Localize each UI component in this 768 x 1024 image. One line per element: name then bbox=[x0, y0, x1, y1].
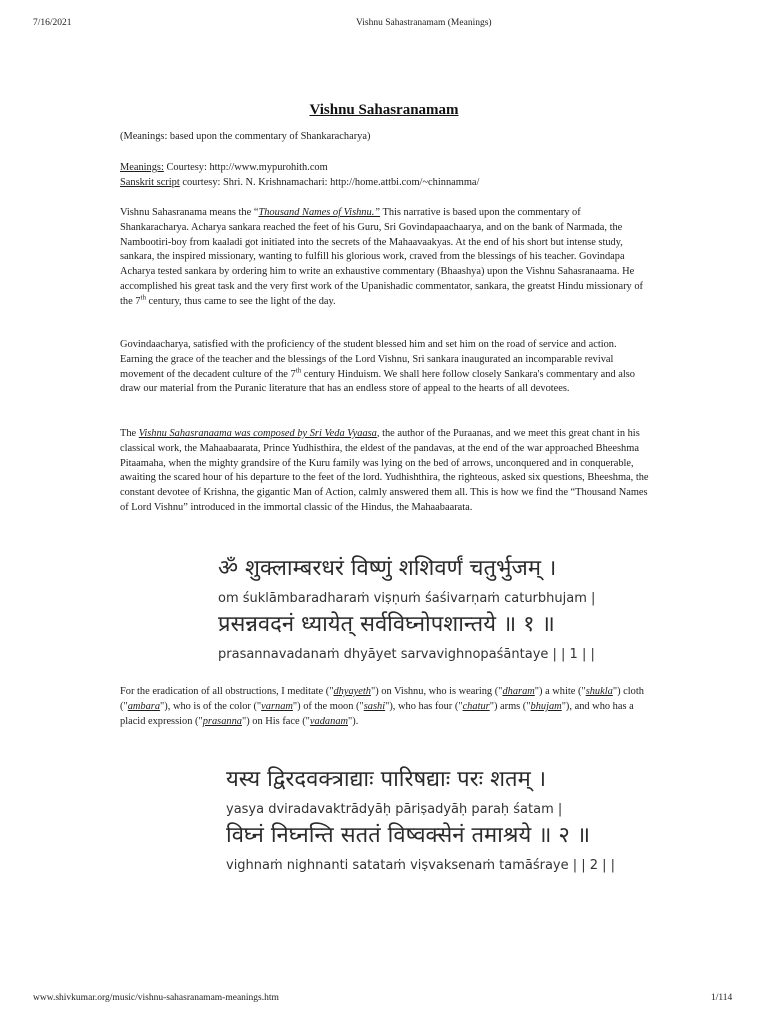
meaning-word-chatur: chatur bbox=[462, 700, 490, 712]
verse-2-transliteration-line-2: vighnaṁ nighnanti satataṁ viṣvaksenaṁ tamāśraye | | 2 | | bbox=[226, 858, 616, 873]
credit-script bbox=[120, 176, 650, 191]
para1-a: Vishnu Sahasranama means the “ bbox=[120, 207, 259, 218]
para1-sup: th bbox=[140, 293, 146, 302]
meaning-text: ") on His face (" bbox=[242, 715, 310, 727]
meaning-text: ") of the moon (" bbox=[292, 700, 364, 712]
meaning-word-dhyayeth: dhyayeth bbox=[333, 686, 371, 697]
meanings-label: Meanings: bbox=[120, 162, 164, 173]
verse-2-devanagari-line-2: विघ्नं निघ्नन्ति सततं विष्वक्सेनं तमाश्रये ॥ २ ॥ bbox=[226, 823, 590, 848]
meaning-word-prasanna: prasanna bbox=[202, 715, 242, 727]
paragraph-1 bbox=[120, 206, 650, 310]
subtitle: (Meanings: based upon the commentary of Shankaracharya) bbox=[120, 131, 371, 142]
meaning-word-shukla: shukla bbox=[585, 686, 613, 697]
script-link[interactable]: courtesy: Shri. N. Krishnamachari: http://home.attbi.com/~chinnamma/ bbox=[179, 176, 480, 188]
para3-a: The bbox=[120, 428, 139, 439]
paragraph-3 bbox=[120, 427, 650, 516]
header-date: 7/16/2021 bbox=[33, 18, 72, 28]
meaning-word-varnam: varnam bbox=[261, 700, 293, 712]
para1-c: This narrative is based upon the commentary of Shankaracharya. Acharya sankara reached the feet of his Guru, Sri Govindapaachaarya, and on the bank of Narmada, the Nambootiri-boy from kaaladi got initiated into the secrets of the Mahaavaakyas. At the end of his short but intense study, sankara, the inspired missionary, wanting to fulfill his glorious work, craved from the blessings of his teacher. Govindapa Acharya tested sankara by ordering him to write an exhaustive commentary (Bhaashya) upon the Vishnu Sahasranaama. He accomplished his great task and the very first work of the Upanishadic commentator, sankara, the greatst Hindu missionary of the 7 bbox=[120, 207, 644, 307]
credit-meanings bbox=[120, 161, 650, 176]
credits bbox=[120, 161, 650, 191]
verse-1-devanagari-line-2: प्रसन्नवदनं ध्यायेत् सर्वविघ्नोपशान्तये ॥ १ ॥ bbox=[218, 612, 555, 637]
meaning-text: "). bbox=[348, 715, 359, 727]
script-label: Sanskrit script bbox=[120, 176, 180, 188]
header-title: Vishnu Sahastranamam (Meanings) bbox=[356, 18, 492, 28]
para2-sup: th bbox=[295, 366, 302, 375]
meaning-word-dharam: dharam bbox=[502, 686, 535, 697]
para1-emph: Thousand Names of Vishnu.” bbox=[258, 207, 381, 218]
meaning-text: "), and who has a placid expression (" bbox=[120, 700, 634, 727]
para2-b: century Hinduism. We shall here follow closely Sankara's commentary and also draw our material from the Puranic literature that has an endless store of appeal to the hearts of all devotees. bbox=[120, 368, 636, 395]
meaning-text: ") a white (" bbox=[534, 686, 586, 697]
meaning-text: "), who is of the color (" bbox=[160, 700, 262, 712]
meanings-link[interactable]: Courtesy: http://www.mypurohith.com bbox=[163, 162, 328, 173]
para3-emph: Vishnu Sahasranaama was composed by Sri Veda Vyaasa bbox=[138, 428, 377, 439]
meaning-word-vadanam: vadanam bbox=[309, 715, 349, 727]
meaning-text: ") cloth (" bbox=[120, 686, 644, 712]
verse-1-devanagari-line-1: ॐ शुक्लाम्बरधरं विष्णुं शशिवर्णं चतुर्भुजम् । bbox=[218, 556, 557, 581]
meaning-text: ") on Vishnu, who is wearing (" bbox=[370, 686, 503, 697]
meaning-text: For the eradication of all obstructions, I meditate (" bbox=[120, 686, 334, 697]
verse-2-devanagari-line-1: यस्य द्विरदवक्त्राद्याः पारिषद्याः परः शतम् । bbox=[226, 767, 547, 792]
verse-1-transliteration-line-2: prasannavadanaṁ dhyāyet sarvavighnopaśāntaye | | 1 | | bbox=[218, 647, 595, 662]
verse-2-transliteration-line-1: yasya dviradavaktrādyāḥ pāriṣadyāḥ paraḥ śatam | bbox=[226, 802, 563, 817]
footer-page-number: 1/114 bbox=[711, 993, 733, 1003]
meaning-text: "), who has four (" bbox=[385, 700, 463, 712]
verse-1-transliteration-line-1: om śuklāmbaradharaṁ viṣṇuṁ śaśivarṇaṁ caturbhujam | bbox=[218, 591, 596, 606]
meaning-text: ") arms (" bbox=[489, 700, 531, 712]
meaning-word-ambara: ambara bbox=[127, 700, 161, 712]
paragraph-2 bbox=[120, 338, 650, 397]
verse-1-meaning bbox=[120, 685, 650, 729]
para3-c: , the author of the Puraanas, and we meet this great chant in his classical work, the Mahaabaarata, Prince Yudhisthira, the eldest of the pandavas, at the end of the war approached Bheeshma Pitaamaha, when the mighty grandsire of the Kuru family was lying on the bed of arrows, unconquered and in conquerable, awaiting the scared hour of his departure to the feet of the lord. Yudhishthira, the righteous, asked six questions, Bheeshma, the constant devotee of Krishna, the gigantic Man of Action, calmly answered them all. This is how we find the “Thousand Names of Lord Vishnu” introduced in the immortal classic of the Hindus, the Mahaabaarata. bbox=[120, 428, 649, 513]
para2-a: Govindaacharya, satisfied with the proficiency of the student blessed him and set him on the road of service and action. Earning the grace of the teacher and the blessings of the Lord Vishnu, Sri sankara inaugurated an incomparable revival movement of the decadent culture of the 7 bbox=[120, 339, 617, 380]
footer-url[interactable]: www.shivkumar.org/music/vishnu-sahasranamam-meanings.htm bbox=[33, 993, 279, 1003]
para1-d: century, thus came to see the light of the day. bbox=[145, 295, 336, 307]
verse-1 bbox=[218, 556, 595, 664]
meaning-word-sashi: sashi bbox=[363, 700, 386, 712]
page-title: Vishnu Sahasranamam bbox=[309, 102, 459, 118]
meaning-word-bhujam: bhujam bbox=[530, 700, 562, 712]
verse-2 bbox=[226, 767, 615, 875]
